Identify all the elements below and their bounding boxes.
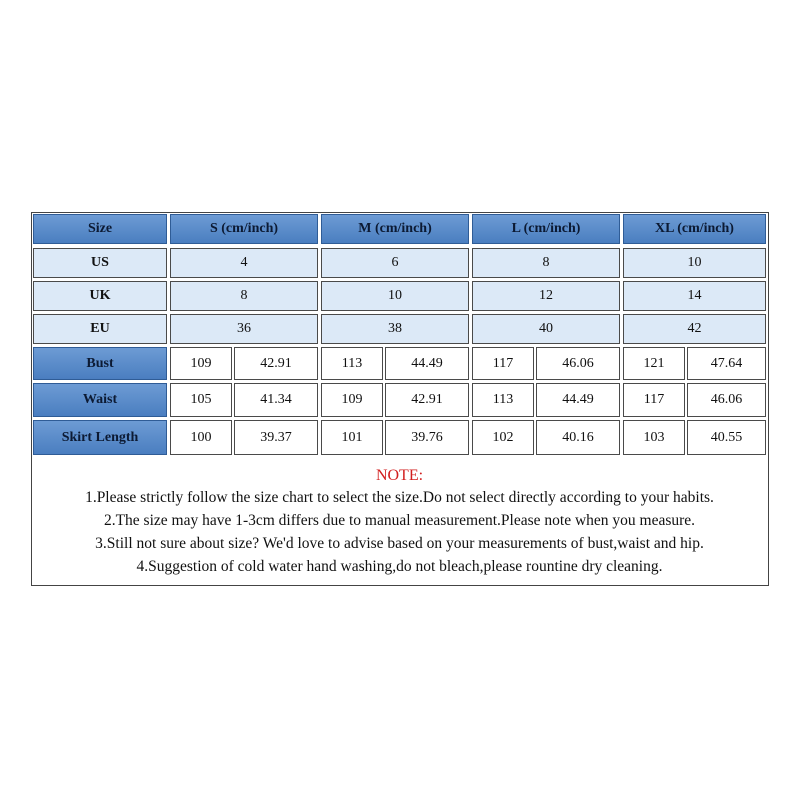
skirt-length-s-cm: 100 <box>170 420 232 455</box>
note-line-1: 1.Please strictly follow the size chart to select the size.Do not select directly according to your habits. <box>85 489 714 506</box>
bust-xl-inch: 47.64 <box>687 347 766 380</box>
note-line-4: 4.Suggestion of cold water hand washing,do not bleach,please rountine dry cleaning. <box>136 558 663 575</box>
bust-l-inch: 46.06 <box>536 347 620 380</box>
waist-m-inch: 42.91 <box>385 383 469 417</box>
bust-m-cm: 113 <box>321 347 383 380</box>
column-header-s: S (cm/inch) <box>170 214 318 244</box>
waist-l-inch: 44.49 <box>536 383 620 417</box>
uk-size-xl: 14 <box>623 281 766 311</box>
waist-m-cm: 109 <box>321 383 383 417</box>
note-section <box>32 459 767 584</box>
column-header-m: M (cm/inch) <box>321 214 469 244</box>
us-size-l: 8 <box>472 248 620 278</box>
note-line-2: 2.The size may have 1-3cm differs due to manual measurement.Please note when you measure. <box>103 512 696 529</box>
us-size-xl: 10 <box>623 248 766 278</box>
region-label-uk: UK <box>33 281 167 311</box>
note-title: NOTE: <box>375 467 424 484</box>
eu-size-m: 38 <box>321 314 469 344</box>
skirt-length-l-inch: 40.16 <box>536 420 620 455</box>
measurement-label-skirt-length: Skirt Length <box>33 420 167 455</box>
bust-m-inch: 44.49 <box>385 347 469 380</box>
bust-s-inch: 42.91 <box>234 347 318 380</box>
eu-size-xl: 42 <box>623 314 766 344</box>
waist-s-inch: 41.34 <box>234 383 318 417</box>
size-chart <box>31 212 769 586</box>
bust-l-cm: 117 <box>472 347 534 380</box>
skirt-length-m-cm: 101 <box>321 420 383 455</box>
skirt-length-l-cm: 102 <box>472 420 534 455</box>
bust-s-cm: 109 <box>170 347 232 380</box>
measurement-label-waist: Waist <box>33 383 167 417</box>
uk-size-l: 12 <box>472 281 620 311</box>
bust-xl-cm: 121 <box>623 347 685 380</box>
column-header-xl: XL (cm/inch) <box>623 214 766 244</box>
measurement-label-bust: Bust <box>33 347 167 380</box>
skirt-length-xl-cm: 103 <box>623 420 685 455</box>
skirt-length-s-inch: 39.37 <box>234 420 318 455</box>
waist-l-cm: 113 <box>472 383 534 417</box>
eu-size-s: 36 <box>170 314 318 344</box>
skirt-length-xl-inch: 40.55 <box>687 420 766 455</box>
waist-xl-cm: 117 <box>623 383 685 417</box>
region-label-eu: EU <box>33 314 167 344</box>
us-size-m: 6 <box>321 248 469 278</box>
us-size-s: 4 <box>170 248 318 278</box>
note-line-3: 3.Still not sure about size? We'd love to advise based on your measurements of bust,waist and hip. <box>95 535 704 552</box>
uk-size-s: 8 <box>170 281 318 311</box>
eu-size-l: 40 <box>472 314 620 344</box>
region-label-us: US <box>33 248 167 278</box>
waist-s-cm: 105 <box>170 383 232 417</box>
column-header-l: L (cm/inch) <box>472 214 620 244</box>
waist-xl-inch: 46.06 <box>687 383 766 417</box>
skirt-length-m-inch: 39.76 <box>385 420 469 455</box>
uk-size-m: 10 <box>321 281 469 311</box>
size-header: Size <box>33 214 167 244</box>
